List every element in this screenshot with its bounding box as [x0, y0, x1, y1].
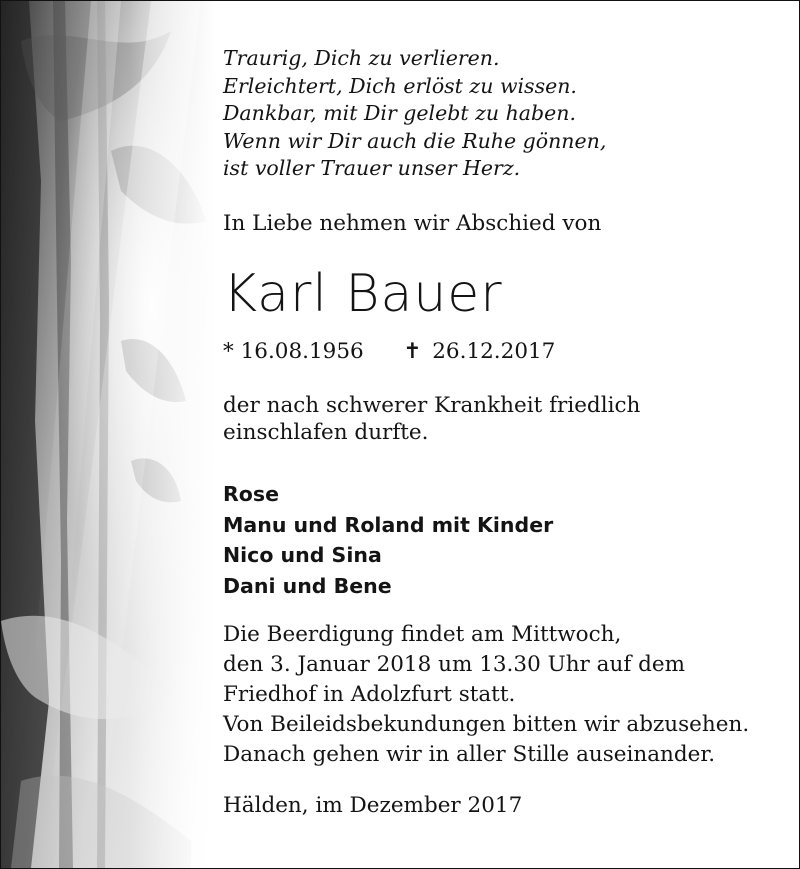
- poem-line: ist voller Trauer unser Herz.: [223, 156, 521, 180]
- intro-text: In Liebe nehmen wir Abschied von: [223, 211, 602, 236]
- place-date: Hälden, im Dezember 2017: [223, 793, 523, 818]
- death-date: 26.12.2017: [432, 339, 556, 364]
- poem-line: Erleichtert, Dich erlöst zu wissen.: [223, 73, 577, 98]
- funeral-line: den 3. Januar 2018 um 13.30 Uhr auf dem: [223, 652, 685, 677]
- deceased-name: Karl Bauer: [223, 264, 503, 324]
- poem-line: Traurig, Dich zu verlieren.: [223, 46, 500, 70]
- family-member: Rose: [223, 482, 279, 506]
- funeral-line: Die Beerdigung findet am Mittwoch,: [223, 622, 622, 647]
- family-list: [223, 479, 553, 601]
- funeral-line: Von Beileidsbekundungen bitten wir abzusehen.: [223, 712, 750, 737]
- birth-date: 16.08.1956: [240, 339, 364, 364]
- funeral-line: Danach gehen wir in aller Stille auseinander.: [223, 742, 716, 767]
- forest-light-icon: [1, 1, 216, 868]
- poem-line: Wenn wir Dir auch die Ruhe gönnen,: [223, 128, 607, 153]
- family-member: Nico und Sina: [223, 543, 382, 567]
- family-member: Dani und Bene: [223, 573, 392, 598]
- life-dates: [223, 339, 555, 364]
- cross-icon: ✝: [403, 339, 422, 364]
- funeral-info: [223, 620, 749, 770]
- poem: [223, 45, 606, 183]
- birth-symbol: *: [223, 339, 234, 364]
- passing-line: einschlafen durfte.: [223, 419, 429, 445]
- family-member: Manu und Roland mit Kinder: [223, 512, 554, 537]
- funeral-line: Friedhof in Adolzfurt statt.: [223, 682, 516, 707]
- forest-light-image: [1, 1, 216, 868]
- poem-line: Dankbar, mit Dir gelebt zu haben.: [223, 101, 577, 125]
- passing-line: der nach schwerer Krankheit friedlich: [223, 393, 641, 418]
- passing-text: [223, 393, 640, 446]
